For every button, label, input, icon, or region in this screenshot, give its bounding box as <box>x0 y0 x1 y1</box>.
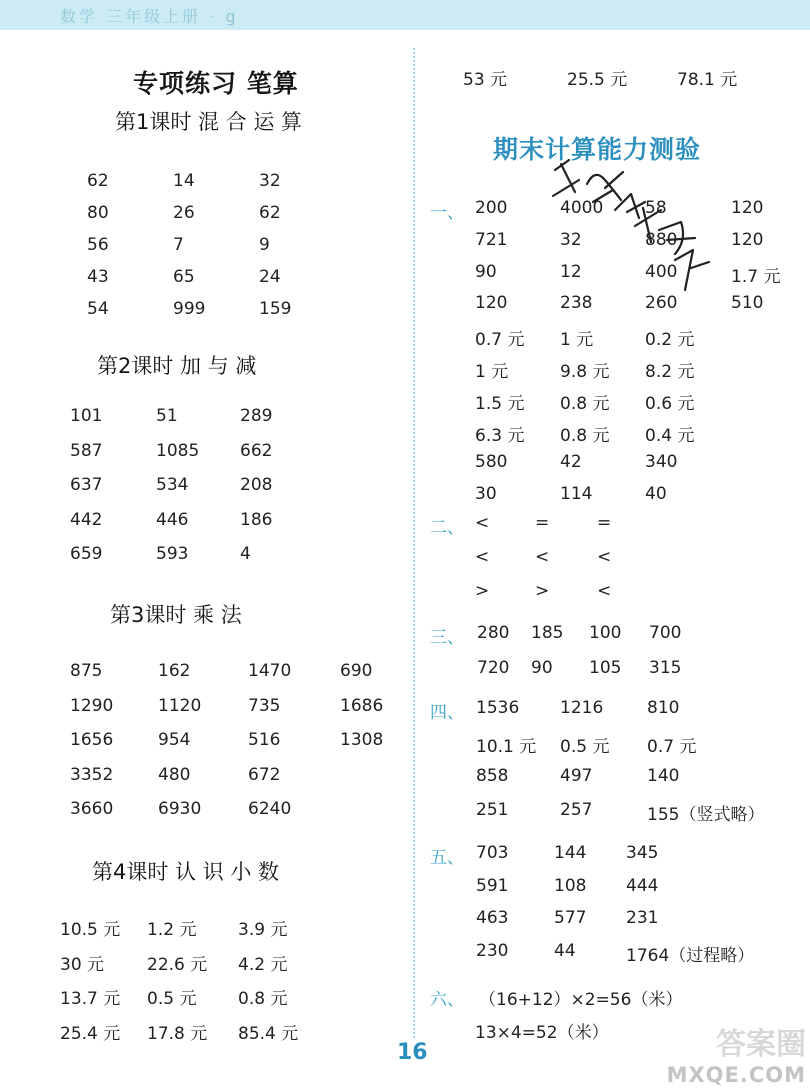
answer-cell: < <box>475 513 490 533</box>
answer-cell: 159 <box>259 299 292 319</box>
answer-cell: 1 元 <box>475 362 509 382</box>
answer-cell: 144 <box>554 843 587 863</box>
answer-cell: 0.4 元 <box>645 425 695 446</box>
answer-cell: 30 元 <box>60 954 105 975</box>
answer-cell: 662 <box>240 440 273 461</box>
answer-cell: 238 <box>560 293 593 314</box>
answer-cell: 0.7 元 <box>475 330 525 351</box>
answer-cell: 315 <box>649 658 682 678</box>
section6-line-2: 13×4=52（米） <box>475 1023 609 1043</box>
section1-mark: 一、 <box>430 203 464 223</box>
answer-cell: < <box>535 547 550 567</box>
answer-cell: 1.7 元 <box>731 266 781 287</box>
answer-cell: 32 <box>259 171 281 191</box>
answer-cell: 25.5 元 <box>567 70 628 90</box>
answer-cell: 289 <box>240 406 273 426</box>
answer-cell: 26 <box>173 203 195 223</box>
answer-cell: 257 <box>560 800 593 820</box>
answer-cell: 0.5 元 <box>560 737 610 757</box>
answer-cell: 1470 <box>248 661 292 681</box>
answer-cell: 30 <box>475 484 497 505</box>
answer-cell: 42 <box>560 452 582 473</box>
answer-cell: 13.7 元 <box>60 989 121 1009</box>
lesson4-title: 第4课时 认 识 小 数 <box>92 860 280 884</box>
answer-cell: 0.2 元 <box>645 330 695 351</box>
answer-cell: 6240 <box>248 799 292 819</box>
column-divider <box>413 48 415 1038</box>
answer-cell: 32 <box>560 229 582 250</box>
answer-cell: 53 元 <box>463 70 508 90</box>
answer-cell: 3660 <box>70 799 114 819</box>
section4-mark: 四、 <box>430 703 464 723</box>
answer-cell: 120 <box>731 229 764 250</box>
answer-cell: 345 <box>626 843 659 863</box>
answer-cell: 251 <box>476 800 509 820</box>
answer-cell: 7 <box>173 235 184 255</box>
section6-line-1: （16+12）×2=56（米） <box>479 990 683 1010</box>
answer-cell: 1.2 元 <box>147 920 197 940</box>
answer-cell: 100 <box>589 623 622 643</box>
answer-cell: 44 <box>554 940 576 961</box>
answer-cell: 1216 <box>560 698 604 718</box>
answer-cell: 659 <box>70 544 103 564</box>
answer-cell: 875 <box>70 661 103 681</box>
answer-cell: 6.3 元 <box>475 425 525 446</box>
answer-cell: 80 <box>87 203 109 223</box>
answer-cell: < <box>597 581 612 601</box>
answer-cell: 700 <box>649 623 682 643</box>
answer-cell: 155（竖式略） <box>647 805 765 825</box>
answer-cell: 0.8 元 <box>560 393 610 414</box>
answer-cell: > <box>475 581 490 601</box>
answer-cell: 231 <box>626 908 659 928</box>
answer-cell: 534 <box>156 475 189 495</box>
answer-cell: 186 <box>240 509 273 530</box>
answer-cell: 0.8 元 <box>560 425 610 446</box>
answer-cell: 85.4 元 <box>238 1023 299 1044</box>
lesson1-title: 第1课时 混 合 运 算 <box>115 110 303 134</box>
answer-cell: 22.6 元 <box>147 954 208 975</box>
header-ghost-text: 数学 三年级上册 · g <box>60 7 239 26</box>
answer-cell: 3352 <box>70 764 114 785</box>
answer-cell: 1686 <box>340 695 384 716</box>
answer-cell: 0.8 元 <box>238 989 288 1009</box>
answer-cell: 40 <box>645 484 667 505</box>
answer-cell: 1536 <box>476 698 520 718</box>
watermark-url: MXQE.COM <box>666 1063 806 1087</box>
answer-cell: 58 <box>645 198 667 218</box>
answer-cell: 510 <box>731 293 764 314</box>
answer-cell: 90 <box>475 261 497 282</box>
section5-mark: 五、 <box>430 848 464 868</box>
answer-cell: 1308 <box>340 730 384 750</box>
answer-cell: 185 <box>531 623 564 643</box>
answer-cell: 1764（过程略） <box>626 945 755 966</box>
answer-cell: 43 <box>87 267 109 287</box>
section6-mark: 六、 <box>430 990 464 1010</box>
watermark <box>667 1019 806 1087</box>
lesson3-title: 第3课时 乘 法 <box>110 603 242 627</box>
answer-cell: 954 <box>158 730 191 750</box>
answer-cell: 577 <box>554 908 587 928</box>
answer-cell: 208 <box>240 475 273 495</box>
answer-cell: 720 <box>477 658 510 678</box>
answer-cell: 1 元 <box>560 330 594 351</box>
answer-cell: 580 <box>475 452 508 473</box>
answer-cell: 17.8 元 <box>147 1023 208 1044</box>
answer-cell: 0.6 元 <box>645 393 695 414</box>
answer-cell: 14 <box>173 171 195 191</box>
answer-cell: 8.2 元 <box>645 362 695 382</box>
answer-cell: 140 <box>647 766 680 786</box>
answer-cell: 120 <box>731 198 764 218</box>
answer-cell: 690 <box>340 661 373 681</box>
answer-cell: 3.9 元 <box>238 920 288 940</box>
answer-cell: 591 <box>476 875 509 896</box>
top-header-band <box>0 0 810 30</box>
answer-cell: 810 <box>647 698 680 718</box>
answer-cell: 463 <box>476 908 509 928</box>
section2-mark: 二、 <box>430 518 464 538</box>
answer-cell: 56 <box>87 235 109 255</box>
answer-cell: 1290 <box>70 695 114 716</box>
watermark-logo: 答案圈 <box>716 1027 806 1062</box>
answer-cell: 120 <box>475 293 508 314</box>
lesson2-title: 第2课时 加 与 减 <box>97 354 257 378</box>
answer-cell: 6930 <box>158 799 202 819</box>
answer-cell: 90 <box>531 658 553 678</box>
answer-cell: 1.5 元 <box>475 393 525 414</box>
left-main-title: 专项练习 笔算 <box>133 69 299 98</box>
final-test-title: 期末计算能力测验 <box>493 135 702 164</box>
answer-cell: 446 <box>156 509 189 530</box>
answer-cell: 101 <box>70 406 103 426</box>
answer-cell: 880 <box>645 229 678 250</box>
answer-cell: 9 <box>259 235 270 255</box>
answer-cell: 587 <box>70 440 103 461</box>
answer-cell: 4 <box>240 544 251 564</box>
answer-cell: 230 <box>476 940 509 961</box>
answer-cell: 672 <box>248 764 281 785</box>
answer-cell: 4.2 元 <box>238 954 288 975</box>
answer-cell: = <box>535 513 550 533</box>
answer-cell: 999 <box>173 299 206 319</box>
answer-cell: < <box>597 547 612 567</box>
answer-cell: 65 <box>173 267 195 287</box>
answer-cell: 62 <box>259 203 281 223</box>
answer-cell: 114 <box>560 484 593 505</box>
answer-cell: 703 <box>476 843 509 863</box>
answer-cell: 12 <box>560 261 582 282</box>
answer-cell: > <box>535 581 550 601</box>
answer-cell: 25.4 元 <box>60 1023 121 1044</box>
answer-cell: 340 <box>645 452 678 473</box>
answer-cell: 721 <box>475 229 508 250</box>
answer-cell: 1120 <box>158 695 202 716</box>
answer-cell: 516 <box>248 730 281 750</box>
answer-cell: 0.5 元 <box>147 989 197 1009</box>
answer-cell: < <box>475 547 490 567</box>
answer-cell: 200 <box>475 198 508 218</box>
answer-cell: 497 <box>560 766 593 786</box>
answer-cell: 51 <box>156 406 178 426</box>
answer-cell: 10.5 元 <box>60 920 121 940</box>
answer-cell: 105 <box>589 658 622 678</box>
answer-cell: 10.1 元 <box>476 737 537 757</box>
answer-cell: 480 <box>158 764 191 785</box>
answer-cell: 9.8 元 <box>560 362 610 382</box>
answer-cell: 400 <box>645 261 678 282</box>
answer-cell: 593 <box>156 544 189 564</box>
answer-cell: 62 <box>87 171 109 191</box>
page-number: 16 <box>397 1040 428 1065</box>
answer-cell: 24 <box>259 267 281 287</box>
answer-cell: 108 <box>554 875 587 896</box>
answer-cell: 280 <box>477 623 510 643</box>
answer-cell: = <box>597 513 612 533</box>
answer-cell: 0.7 元 <box>647 737 697 757</box>
answer-cell: 735 <box>248 695 281 716</box>
answer-cell: 444 <box>626 875 659 896</box>
answer-cell: 260 <box>645 293 678 314</box>
section3-mark: 三、 <box>430 628 464 648</box>
answer-cell: 1085 <box>156 440 200 461</box>
answer-cell: 54 <box>87 299 109 319</box>
answer-cell: 637 <box>70 475 103 495</box>
answer-cell: 858 <box>476 766 509 786</box>
answer-cell: 442 <box>70 509 103 530</box>
answer-cell: 162 <box>158 661 191 681</box>
answer-cell: 4000 <box>560 198 604 218</box>
answer-cell: 1656 <box>70 730 114 750</box>
answer-cell: 78.1 元 <box>677 70 738 90</box>
